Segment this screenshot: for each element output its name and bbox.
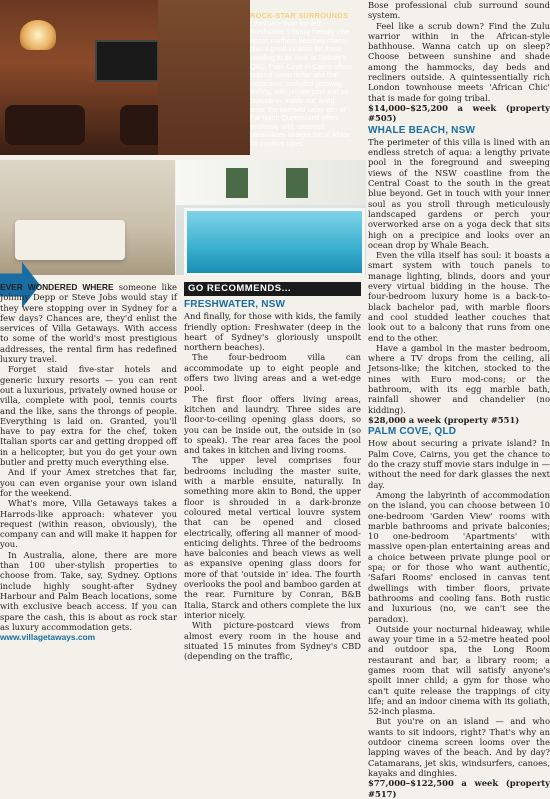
website-link[interactable]: www.villagetaways.com [0,632,96,643]
palm-cove-paragraph-2: Among the labyrinth of accommodation on the island, you can choose between 10 one-bedroom 'Garden View' rooms with marble bathrooms and private balconies; 10 one-bedroom 'Apartments' with massive open-plan entertaining areas and a choice between private plunge pool or spa; or for those who want authentic, 'Safari Rooms' enclosed in canvas tent dwellings with timber floors, private bathrooms and cooling fans. Both rustic and luxurious (no, we can't see the paradox). [368,489,550,624]
intro-paragraph-4: What's more, Villa Getaways takes a Harrods-like approach: whatever you request (within reason, obviously), the company can and will make it happen for you. [0,498,177,550]
photo-pool [176,160,366,275]
intro-paragraph-3: And if your Amex stretches that far, you can even organise your own island for the weekend. [0,467,177,498]
lead-in: EVER WONDERED WHERE [0,282,114,292]
caption-body: Freshwater's family friendly vibe oozes northern beaches charm plus a great location for those needing to be near to Sydney's CBD; Palm Cove in Cairns offers tropical gawp-factor and that expansive, secluded getaway feeling, with private pool and an 'outside in, inside out' living area; the late-wild safari den of Far North Queensland offers endlessly wild, untamed possibilities straight out of Africa for creative types. [250,29,352,148]
freshwater-paragraph-3: The first floor offers living areas, kitchen and laundry. Three sides are floor-to-ceiling opening glass doors, so you can be inside out, the outside in (so to speak). The rear area faces the pool and takes in kitchen and living rooms. [184,393,361,456]
caption-title: ROCK-STAR SURROUNDS [250,11,348,20]
price-property-505: $14,000–$25,200 a week (property #505) [368,102,550,124]
caption-subtitle: Clockwise from top left: [250,20,323,28]
right-paragraph-1: Feel like a scrub down? Find the Zulu warrior within in the African-style bathhouse. Wanna catch up on sleep? Choose between sunshine and shade among the hammocks, day beds and recliners outside. A quintessentially rich London townhouse meets 'African Chic' that is made for going tribal. [368,20,550,103]
freshwater-paragraph-5: With picture-postcard views from almost every room in the house and situated 15 minutes from Sydney's CBD (depending on the traffic, [184,620,361,662]
intro-paragraph-5: In Australia, alone, there are more than 100 uber-stylish properties to choose from. Take, say, Sydney. Options include highly sought-after Sydney Harbour and Palm Beach locations, some with exclusive beach access. If you can spare the cash, this is about as rock star as luxury accommodation gets. [0,549,177,632]
intro-paragraph-2: Forget staid five-star hotels and generic luxury resorts — you can rent out a luxurious, privately owned house or villa, complete with pool, tennis courts and the like, sans the throngs of people. Everything is laid on. Granted, you'll have to pay extra for the chef, token Italian sports car and getting dropped off in a helicopter, but you do get your own butler and pretty much everything else. [0,364,177,468]
whale-beach-paragraph-3: Have a gambol in the master bedroom, where a TV drops from the ceiling, all Jetsons-like; the kitchen, stocked to the nines with Euro mod-cons; or the bathroom, with its egg marble bath, rainfall shower and chandelier (no kidding). [368,342,550,415]
palm-cove-heading: PALM COVE, QLD [368,426,457,438]
whale-beach-heading: WHALE BEACH, NSW [368,124,476,136]
price-property-517: $77,000–$122,500 a week (property #517) [368,778,550,799]
photo-bedroom [0,160,175,275]
photo-caption-panel [158,0,250,155]
column-freshwater [184,298,361,661]
freshwater-heading: FRESHWATER, NSW [184,299,286,310]
freshwater-paragraph-2: The four-bedroom villa can accommodate up to eight people and offers two living areas and a wet-edge pool. [184,352,361,394]
palm-cove-paragraph-1: How about securing a private island? In Palm Cove, Cairns, you get the chance to do the crazy stuff movie stars indulge in — without the need for dark glasses the next day. [368,438,550,490]
whale-beach-paragraph-2: Even the villa itself has soul: it boasts a smart system with touch panels to manage lighting, blinds, doors and your every virtual bidding in the house. The four-bedroom luxury home is a back-to-black bachelor pad, with marble floors and cool studded leather couches that look out to a balcony that runs from one end to the other. [368,250,550,343]
freshwater-paragraph-4: The upper level comprises four bedrooms including the master suite, with a marble ensuite, naturally. In something more akin to Bond, the upper floor is shrouded in a dark-bronze coloured metal vertical louvre system that can be opened and closed electrically, offering all manner of mood-enticing delights. Three of the bedrooms have balconies and beach views as well as expansive opening glass doors for more of that 'outside in' idea. The fourth overlooks the pool and bamboo garden at the rear. Furniture by Conran, B&B Italia, Starck and others complete the lux interior nicely. [184,455,361,620]
photo-caption [250,12,352,150]
right-paragraph-0: Bose professional club surround sound system. [368,0,550,21]
palm-cove-paragraph-3: Outside your nocturnal hideaway, while away your time in a 52-metre heated pool and outdoor spa, the Long Room restaurant and bar, a library room; a games room that will satisfy anyone's spoilt inner child; a gym for those who can't quite release the trappings of city life; and an indoor cinema with its goliath, 52-inch plasma. [368,623,550,717]
palm-cove-paragraph-4: But you're on an island — and who wants to sit indoors, right? That's why an outdoor cinema screen looms over the lapping waves of the beach. And by day? Catamarans, jet skis, windsurfers, canoes, kayaks and dinghies. [368,716,550,778]
column-intro [0,282,177,642]
recommends-banner: GO RECOMMENDS... [184,282,361,296]
column-right [368,0,550,799]
freshwater-paragraph-1: And finally, for those with kids, the family friendly option: Freshwater (deep in the heart of Sydney's gloriously unspoilt northern beaches). [184,311,361,353]
price-property-551: $28,000 a week (property #551) [368,414,520,425]
whale-beach-paragraph-1: The perimeter of this villa is lined with an endless stretch of aqua: a lengthy private pool in the foreground and sweeping views of the NSW coastline from the Central Coast to the south in the great blue beyond. Get in touch with your inner soul as you stroll through meticulously landscaped gardens or perch your overworked arse on a yoga deck that sits high on a precipice and looks over an ocean drop by Whale Beach. [368,136,550,250]
intro-paragraph-1: someone like Johnny Depp or Steve Jobs would stay if they were stopping over in Sydney for a few days? Chances are, they'd enlist the services of Villa Getaways. With access to some of the world's most prestigious addresses, the rental firm has redefined luxury travel. [0,282,177,365]
